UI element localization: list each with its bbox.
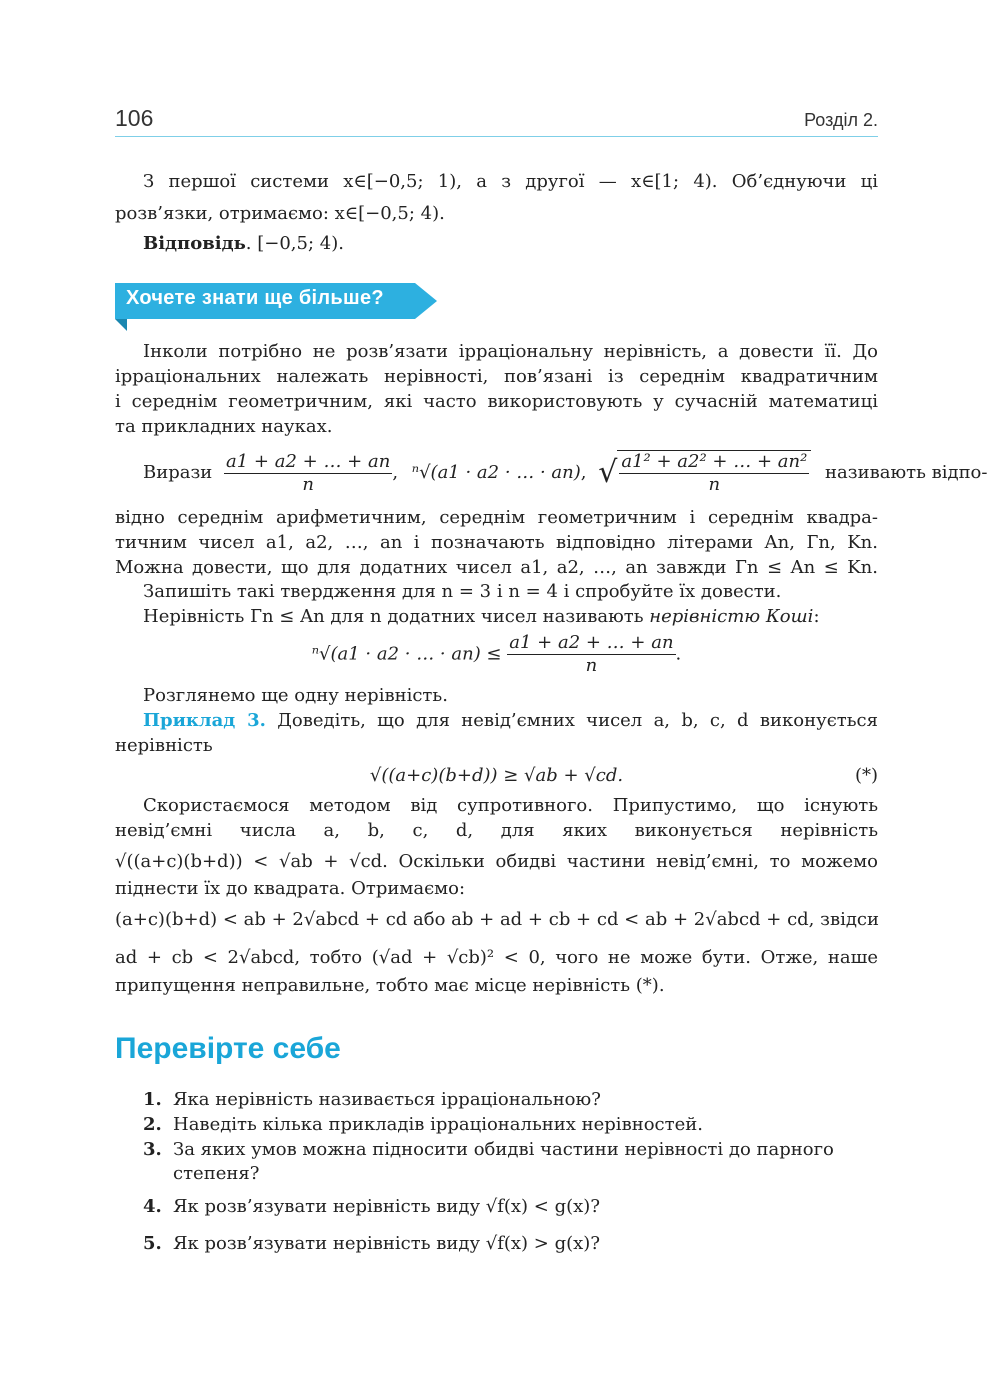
proof-line-7: припущення неправильне, тобто має місце нерівність (*). (115, 975, 665, 996)
check-item (143, 1138, 878, 1162)
check-item (143, 1113, 878, 1137)
proof-line-5: (a+c)(b+d) < ab + 2√abcd + cd або ab + ad + cb + cd < ab + 2√abcd + cd, звідси (115, 909, 879, 930)
cauchy-lhs: ⁿ√(a1 · a2 · … · an) ≤ (311, 643, 502, 665)
sqrt-sign-icon: √ (598, 455, 618, 490)
header-divider (115, 136, 878, 137)
check-item (143, 1195, 878, 1219)
para1-line-4: та прикладних науках. (115, 416, 333, 437)
para1-line-2: ірраціональних належать нерівності, пов’язані із середнім квадратичним (115, 366, 878, 387)
quadratic-mean-numerator: a1² + a2² + … + an² (621, 451, 808, 472)
cauchy-name: нерівністю Коші (649, 606, 814, 627)
cauchy-lead: Нерівність Гn ≤ An для n додатних чисел називають (143, 606, 644, 627)
check-item-text: Як розв’язувати нерівність виду √f(x) > g(x)? (173, 1233, 600, 1254)
check-item-text: Як розв’язувати нерівність виду √f(x) < g(x)? (173, 1196, 600, 1217)
cauchy-formula: ⁿ√(a1 · a2 · … · an) ≤ $\frac{a1 + a2 + \dots + an}{n}$ . (311, 632, 682, 676)
proof-line-4: піднести їх до квадрата. Отримаємо: (115, 878, 466, 899)
arithmetic-mean-fraction (224, 451, 392, 496)
intro-line-2: розв’язки, отримаємо: x∈[−0,5; 4). (115, 203, 445, 224)
answer-label: Відповідь (143, 233, 246, 254)
answer-line (143, 232, 878, 256)
check-item (143, 1088, 878, 1112)
cauchy-rhs-fraction (507, 632, 675, 677)
cauchy-rhs-numerator: a1 + a2 + … + an (509, 632, 674, 653)
geometric-mean: ⁿ√(a1 · a2 · … · an) (411, 462, 581, 483)
means-lead: Вирази (143, 462, 213, 483)
banner-arrow (415, 283, 437, 319)
para2-line-1: відно середнім арифметичним, середнім геометричним і середнім квадра- (115, 507, 878, 528)
banner-title: Хочете знати ще більше? (126, 287, 384, 309)
para2-line-3: Можна довести, що для додатних чисел a1, a2, …, an завжди Гn ≤ An ≤ Kn. (115, 557, 878, 578)
para2-line-2: тичним чисел a1, a2, …, an і позначають відповідно літерами An, Гn, Kn. (115, 532, 878, 553)
cauchy-rhs-denominator: n (585, 655, 598, 676)
example-line-1 (143, 709, 878, 733)
check-item (143, 1162, 878, 1186)
example-tag: (*) (854, 765, 878, 786)
example-text: Доведіть, що для невід’ємних чисел a, b, c, d виконується (277, 710, 878, 731)
check-item-text: Наведіть кілька прикладів ірраціональних нерівностей. (173, 1114, 703, 1135)
quadratic-mean-denominator: n (708, 474, 721, 495)
para1-line-3: і середнім геометричним, які часто використовують у сучасній математиці (115, 391, 878, 412)
means-tail: називають відпо- (825, 462, 987, 483)
banner-fold (115, 319, 127, 331)
check-item-number: 2. (143, 1114, 162, 1135)
example-formula: √((a+c)(b+d)) ≥ √ab + √cd. (369, 765, 624, 786)
check-item-text: степеня? (173, 1163, 260, 1184)
proof-line-6: ad + cb < 2√abcd, тобто (√ad + √cb)² < 0, чого не може бути. Отже, наше (115, 947, 878, 968)
check-item-text: За яких умов можна підносити обидві частини нерівності до парного (173, 1139, 834, 1160)
example-label: Приклад 3. (143, 710, 266, 731)
intro-line-1: З першої системи x∈[−0,5; 1), а з другої — x∈[1; 4). Об’єднуючи ці (143, 171, 878, 192)
check-item-text: Яка нерівність називається ірраціональною? (173, 1089, 601, 1110)
page-number: 106 (115, 105, 154, 131)
answer-value: . [−0,5; 4). (245, 233, 344, 254)
para1-line-1: Інколи потрібно не розв’язати ірраціональну нерівність, а довести її. До (143, 341, 878, 362)
arithmetic-mean-denominator: n (302, 473, 314, 495)
check-title: Перевірте себе (115, 1032, 341, 1065)
check-item-number: 3. (143, 1139, 162, 1160)
proof-line-3: √((a+c)(b+d)) < √ab + √cd. Оскільки обидві частини невід’ємні, то можемо (115, 851, 878, 872)
arithmetic-mean-numerator: a1 + a2 + … + an (226, 450, 391, 472)
means-line: Вирази $\frac{a1 + a2 + \dots + an}{n}$ , ⁿ√(a1 · a2 · … · an), √ $\frac{\text{a1² + a2² + … + an²}}{n}$ називають відпо- (143, 450, 987, 495)
consider-line: Розглянемо ще одну нерівність. (143, 685, 448, 706)
section-label: Розділ 2. (804, 110, 878, 130)
para2-line-4: Запишіть такі твердження для n = 3 і n = 4 і спробуйте їх довести. (143, 581, 782, 602)
quadratic-mean-fraction (617, 450, 811, 496)
check-item-number: 1. (143, 1089, 162, 1110)
check-item (143, 1232, 878, 1256)
proof-line-2: невід’ємні числа a, b, c, d, для яких виконується нерівність (115, 820, 878, 841)
example-line-2: нерівність (115, 735, 213, 756)
proof-line-1: Скористаємося методом від супротивного. Припустимо, що існують (143, 795, 878, 816)
cauchy-line: Нерівність Гn ≤ An для n додатних чисел називають нерівністю Коші: (143, 606, 820, 627)
check-item-number: 5. (143, 1233, 162, 1254)
check-item-number: 4. (143, 1196, 162, 1217)
